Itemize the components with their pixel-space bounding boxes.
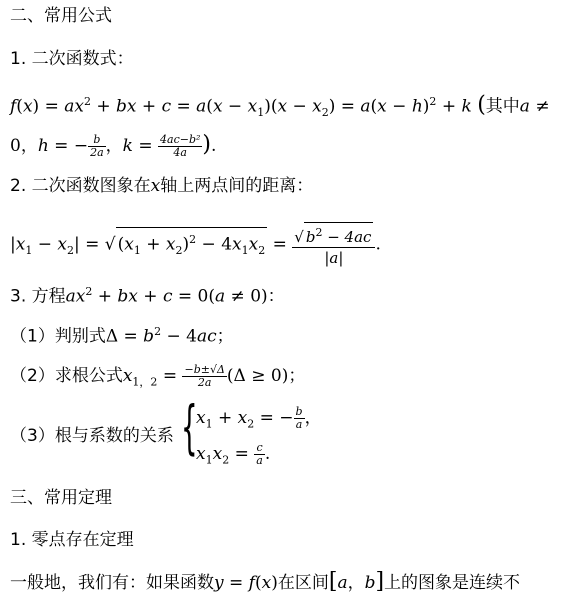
sub-root-formula: （2）求根公式$x_{1,2}$ = $\frac{-b\pm√\Delta}{2a}$ (Δ ≥ 0)； bbox=[10, 363, 306, 389]
item-title-quadratic-equation: 3. 方程$ax^2$ + bx + c = 0(a ≠ 0)： bbox=[10, 285, 285, 307]
item-title-quadratic-forms: 1. 二次函数式： bbox=[10, 49, 134, 69]
vieta-brace: { bbox=[181, 393, 198, 461]
formula-root-distance: $|x_1 - x_2|$ = √ $(x_1 + x_2)^2 - 4x_1x_2$ = $\frac{√ b^2 - 4ac}{|a|}$ . bbox=[10, 222, 381, 268]
item-title-root-distance: 2. 二次函数图象在x轴上两点间的距离： bbox=[10, 176, 314, 196]
section-heading-formulas: 二、常用公式 bbox=[10, 6, 112, 26]
formula-quadratic-forms-line1: $f(x) = ax^2$ + bx + $c = a(x - x_1)(x - x_2) = a(x - h)^2 + k$ (其中a ≠ bbox=[10, 92, 550, 120]
vieta-product: $x_1x_2$ = $\frac{c}{a}$ . bbox=[196, 441, 271, 467]
sub-vieta-label: （3）根与系数的关系 bbox=[10, 426, 174, 446]
sub-discriminant: （1）判别式$\Delta = b^2 - 4ac$； bbox=[10, 325, 234, 347]
body-zero-theorem: 一般地，我们有：如果函数y = f(x)在区间[a，b]上的图象是连续不 bbox=[10, 569, 521, 594]
formula-quadratic-forms-line2: 0，h = − $\frac{b}{2a}$ ，k = $\frac{\text{4ac−b²}}{4a}$ ). bbox=[10, 132, 217, 159]
vieta-sum: $x_1 + x_2$ = − $\frac{b}{a}$ ， bbox=[196, 405, 322, 431]
section-heading-theorems: 三、常用定理 bbox=[10, 488, 112, 508]
item-title-zero-theorem: 1. 零点存在定理 bbox=[10, 530, 134, 550]
